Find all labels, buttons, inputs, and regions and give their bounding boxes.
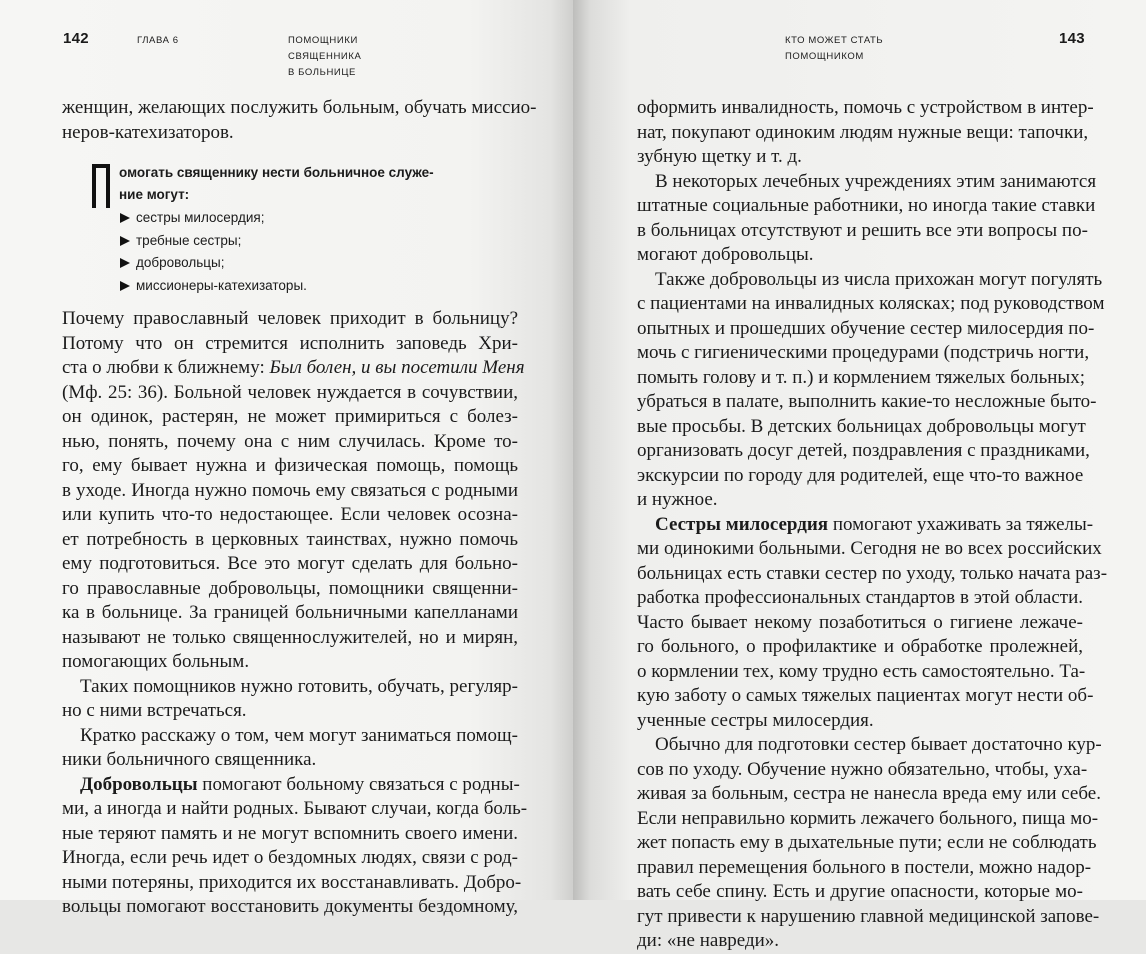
text-line: (Мф. 25: 36). Больной человек нуждается в сочувствии, <box>62 381 518 403</box>
text-line: го, ему бывает нужна и физическая помощь, помощь <box>62 455 518 476</box>
bullet-triangle-icon <box>120 258 130 268</box>
text-line: сов по уходу. Обучение нужно обязательно, чтобы, уха- <box>637 758 1088 780</box>
text-line: Также добровольцы из числа прихожан могут погулять <box>655 268 1103 290</box>
text-line: нью, понять, почему она с ним случилась. Кроме то- <box>62 430 518 452</box>
text-line: организовать досуг детей, поздравления с праздниками, <box>637 440 1090 461</box>
list-item: миссионеры-катехизаторы. <box>120 275 307 298</box>
text-line: гут привести к нарушению главной медицинской запове- <box>637 905 1100 927</box>
text-line: вать себе спину. Есть и другие опасности, которые мо- <box>637 881 1083 902</box>
text-line: называют не только священнослужителей, но и мирян, <box>62 626 518 648</box>
text-line: опытных и прошедших обучение сестер милосердия по- <box>637 317 1095 339</box>
text-line: мочь с гигиеническими процедурами (подстричь ногти, <box>637 342 1090 363</box>
running-head-section <box>785 33 883 65</box>
section-title-line: ПОМОЩНИКОМ <box>785 51 864 62</box>
text-line: ники больничного священника. <box>62 749 317 770</box>
text-line: оформить инвалидность, помочь с устройством в интер- <box>637 97 1094 118</box>
page-number: 142 <box>63 30 89 47</box>
text-line: ему подготовиться. Все это могут сделать для больно- <box>62 553 518 574</box>
text-line: В некоторых лечебных учреждениях этим занимаются <box>655 170 1097 192</box>
text-line: Потому что он стремится исполнить заповедь Хри- <box>62 332 518 354</box>
text-line: ет потребность в церковных таинствах, нужно помочь <box>62 528 518 550</box>
text-line: жет попасть ему в дыхательные пути; если не соблюдать <box>637 832 1097 853</box>
text-line: Иногда, если речь идет о бездомных людях, связи с род- <box>62 847 518 868</box>
section-title-line: ПОМОЩНИКИ <box>288 35 358 46</box>
text-line: в больницах отсутствуют и решить все эти вопросы по- <box>637 219 1088 241</box>
text-line: го больного, о профилактике и обработке пролежней, <box>637 636 1083 657</box>
list-item: требные сестры; <box>120 230 307 253</box>
text-line: или купить что-то недостающее. Если человек осозна- <box>62 504 518 525</box>
callout-list <box>120 207 307 297</box>
text-block-top <box>62 96 537 145</box>
text-line: о кормлении тех, кому трудно есть самостоятельно. Та- <box>637 660 1086 682</box>
text-line: могают добровольцы. <box>637 244 814 265</box>
text-line: Таких помощников нужно готовить, обучать, регуляр- <box>80 675 518 697</box>
running-head-chapter: ГЛАВА 6 <box>137 35 179 46</box>
text-line: он одинок, растерян, не может примириться с болез- <box>62 406 518 427</box>
text-line: Добровольцы помогают больному связаться с родны- <box>80 773 520 795</box>
text-line: и нужное. <box>637 489 718 510</box>
right-page <box>573 0 1146 951</box>
section-title-line: КТО МОЖЕТ СТАТЬ <box>785 35 884 46</box>
text-line: неров-катехизаторов. <box>62 121 234 143</box>
bullet-triangle-icon <box>120 281 130 291</box>
text-line: но с ними встречаться. <box>62 700 247 721</box>
text-line: ные теряют память и не могут вспомнить своего имени. <box>62 822 518 844</box>
text-line: живая за больным, сестра не нанесла вреда ему или себе. <box>637 783 1101 804</box>
bullet-triangle-icon <box>120 236 130 246</box>
text-line: ста о любви к ближнему: Был болен, и вы посетили Меня <box>62 357 525 378</box>
text-line: женщин, желающих послужить больным, обучать миссио- <box>62 97 537 118</box>
section-title-line: В БОЛЬНИЦЕ <box>288 67 356 78</box>
text-line: кую заботу о самых тяжелых пациентах могут нести об- <box>637 685 1094 706</box>
text-line: больницах есть ставки сестер по уходу, только начата раз- <box>637 562 1108 584</box>
text-line: Почему православный человек приходит в больницу? <box>62 308 518 329</box>
text-line: с пациентами на инвалидных колясках; под руководством <box>637 293 1105 314</box>
list-item: добровольцы; <box>120 252 307 275</box>
text-line: вые просьбы. В детских больницах добровольцы могут <box>637 415 1086 437</box>
running-head-section <box>288 33 361 81</box>
text-line: Часто бывает некому позаботиться о гигиене лежаче- <box>637 611 1083 633</box>
text-line: штатные социальные работники, но иногда такие ставки <box>637 195 1096 216</box>
callout-lead-line: ние могут: <box>119 187 190 202</box>
text-line: ученные сестры милосердия. <box>637 709 874 731</box>
text-line: нат, покупают одиноким людям нужные вещи: тапочки, <box>637 121 1089 143</box>
text-line: ми, а иногда и найти родных. Бывают случаи, когда боль- <box>62 798 528 819</box>
text-line: го православные добровольцы, помощники священни- <box>62 577 518 599</box>
text-line: Если неправильно кормить лежачего больного, пища мо- <box>637 807 1099 829</box>
text-line: Кратко расскажу о том, чем могут заниматься помощ- <box>80 724 518 746</box>
dropcap-letter <box>92 164 110 208</box>
text-line: экскурсии по городу для родителей, еще что-то важное <box>637 464 1084 486</box>
callout-lead <box>119 162 434 206</box>
text-block-main <box>62 307 528 920</box>
left-page <box>0 0 573 917</box>
text-line: зубную щетку и т. д. <box>637 146 802 167</box>
text-line: правил перемещения больного в постели, можно надор- <box>637 856 1092 878</box>
list-item: сестры милосердия; <box>120 207 307 230</box>
text-line: работка профессиональных стандартов в этой области. <box>637 587 1083 608</box>
text-line: в уходе. Иногда нужно помочь ему связаться с родными <box>62 479 518 501</box>
text-line: помогающих больным. <box>62 651 250 672</box>
page-number: 143 <box>1059 30 1085 47</box>
term-bold: Сестры милосердия <box>655 513 829 535</box>
text-block-main <box>637 96 1108 954</box>
text-line: ди: «не навреди». <box>637 930 780 951</box>
callout-lead-line: омогать священнику нести больничное служе- <box>119 165 434 180</box>
text-line: ка в больнице. За границей больничными капелланами <box>62 602 518 623</box>
text-line: Обычно для подготовки сестер бывает достаточно кур- <box>655 734 1102 755</box>
scripture-quote: Был болен, и вы посетили Меня <box>269 357 525 378</box>
text-line: помыть голову и т. п.) и кормлением тяжелых больных; <box>637 366 1085 388</box>
text-line: убраться в палате, выполнить какие-то несложные быто- <box>637 391 1097 412</box>
text-line: Сестры милосердия помогают ухаживать за тяжелы- <box>655 513 1094 535</box>
bullet-triangle-icon <box>120 213 130 223</box>
text-line: вольцы помогают восстановить документы бездомному, <box>62 896 518 917</box>
term-bold: Добровольцы <box>80 773 198 795</box>
text-line: ными потеряны, приходится их восстанавливать. Добро- <box>62 871 522 893</box>
text-line: ми одинокими больными. Сегодня не во всех российских <box>637 538 1102 559</box>
section-title-line: СВЯЩЕННИКА <box>288 51 362 62</box>
